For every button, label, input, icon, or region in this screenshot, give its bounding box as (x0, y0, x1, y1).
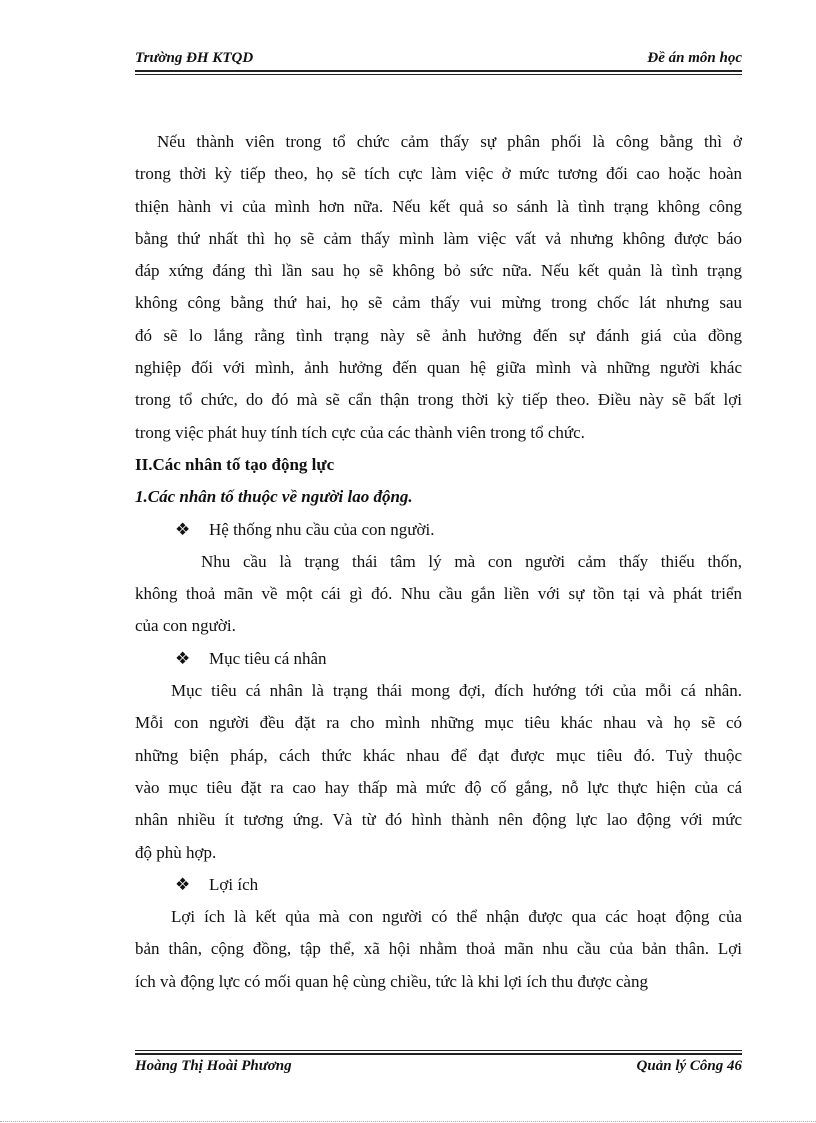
header-doc-type: Đề án môn học (647, 50, 742, 66)
bullet-item-needs: ❖ Hệ thống nhu cầu của con người. (135, 514, 742, 546)
paragraph-line: không thoả mãn về một cái gì đó. Nhu cầu gắn liền với sự tồn tại và phát triển (135, 584, 742, 604)
header-school: Trường ĐH KTQD (135, 50, 254, 66)
footer-rule (135, 1053, 742, 1055)
paragraph-line: những biện pháp, cách thức khác nhau để đạt được mục tiêu đó. Tuỳ thuộc (135, 745, 742, 765)
section-heading: II.Các nhân tố tạo động lực (135, 454, 335, 474)
paragraph-line: không công bằng thứ hai, họ sẽ cảm thấy vui mừng trong chốc lát nhưng sau (135, 293, 742, 313)
paragraph-line: thiện hành vi của mình hơn nữa. Nếu kết quả so sánh là tình trạng không công (135, 196, 742, 216)
paragraph-line: Mục tiêu cá nhân là trạng thái mong đợi, đích hướng tới của mỗi cá nhân. (171, 681, 742, 701)
paragraph-line: Nhu cầu là trạng thái tâm lý mà con người cảm thấy thiếu thốn, (201, 551, 742, 571)
diamond-bullet-icon: ❖ (175, 648, 191, 668)
paragraph-line: độ phù hợp. (135, 842, 217, 862)
paragraph-line: Lợi ích là kết qủa mà con người có thể nhận được qua các hoạt động của (171, 907, 742, 927)
paragraph-line: đáp xứng đáng thì lần sau họ sẽ không bỏ sức nữa. Nếu kết quản là tình trạng (135, 261, 742, 281)
paragraph-line: trong thời kỳ tiếp theo, họ sẽ tích cực làm việc ở mức tương đối cao hoặc hoàn (135, 164, 742, 184)
diamond-bullet-icon: ❖ (175, 874, 191, 894)
paragraph-line: ích và động lực có mối quan hệ cùng chiều, tức là khi lợi ích thu được càng (135, 971, 648, 991)
paragraph-line: của con người. (135, 616, 236, 636)
paragraph-line: vào mục tiêu đặt ra cao hay thấp mà mức độ cố gắng, nỗ lực thực hiện của cá (135, 777, 742, 797)
paragraph-line: Nếu thành viên trong tổ chức cảm thấy sự phân phối là công bằng thì ở (157, 132, 742, 151)
document-body (135, 126, 742, 998)
bullet-item-goals: ❖ Mục tiêu cá nhân (135, 643, 742, 675)
paragraph-line: bản thân, cộng đồng, tập thể, xã hội nhằm thoả mãn nhu cầu của bản thân. Lợi (135, 939, 742, 959)
paragraph-line: nghiệp đối với mình, ảnh hưởng đến quan hệ giữa mình và những người khác (135, 358, 742, 378)
paragraph-line: trong tổ chức, do đó mà sẽ cẩn thận trong thời kỳ tiếp theo. Điều này sẽ bất lợi (135, 390, 742, 410)
paragraph-line: nhân nhiều ít tương ứng. Và từ đó hình thành nên động lực lao động với mức (135, 810, 742, 830)
subsection-heading: 1.Các nhân tố thuộc về người lao động. (135, 487, 413, 507)
diamond-bullet-icon: ❖ (175, 519, 191, 539)
footer-class: Quản lý Công 46 (636, 1058, 742, 1074)
bullet-item-benefits: ❖ Lợi ích (135, 869, 742, 901)
header-rule-thin (135, 74, 742, 75)
paragraph-line: đó sẽ lo lắng rằng tình trạng này sẽ ảnh hưởng đến sự đánh giá của đồng (135, 325, 742, 345)
paragraph-line: trong việc phát huy tính tích cực của các thành viên trong tổ chức. (135, 422, 585, 442)
paragraph-line: Mỗi con người đều đặt ra cho mình những mục tiêu khác nhau và họ sẽ có (135, 713, 742, 733)
footer-rule-thin (135, 1050, 742, 1051)
paragraph-line: bằng thứ nhất thì họ sẽ cảm thấy mình làm việc vất vả nhưng không được báo (135, 228, 742, 248)
header-rule (135, 70, 742, 72)
footer-author: Hoàng Thị Hoài Phương (135, 1058, 292, 1074)
page-edge-divider (0, 1121, 816, 1122)
